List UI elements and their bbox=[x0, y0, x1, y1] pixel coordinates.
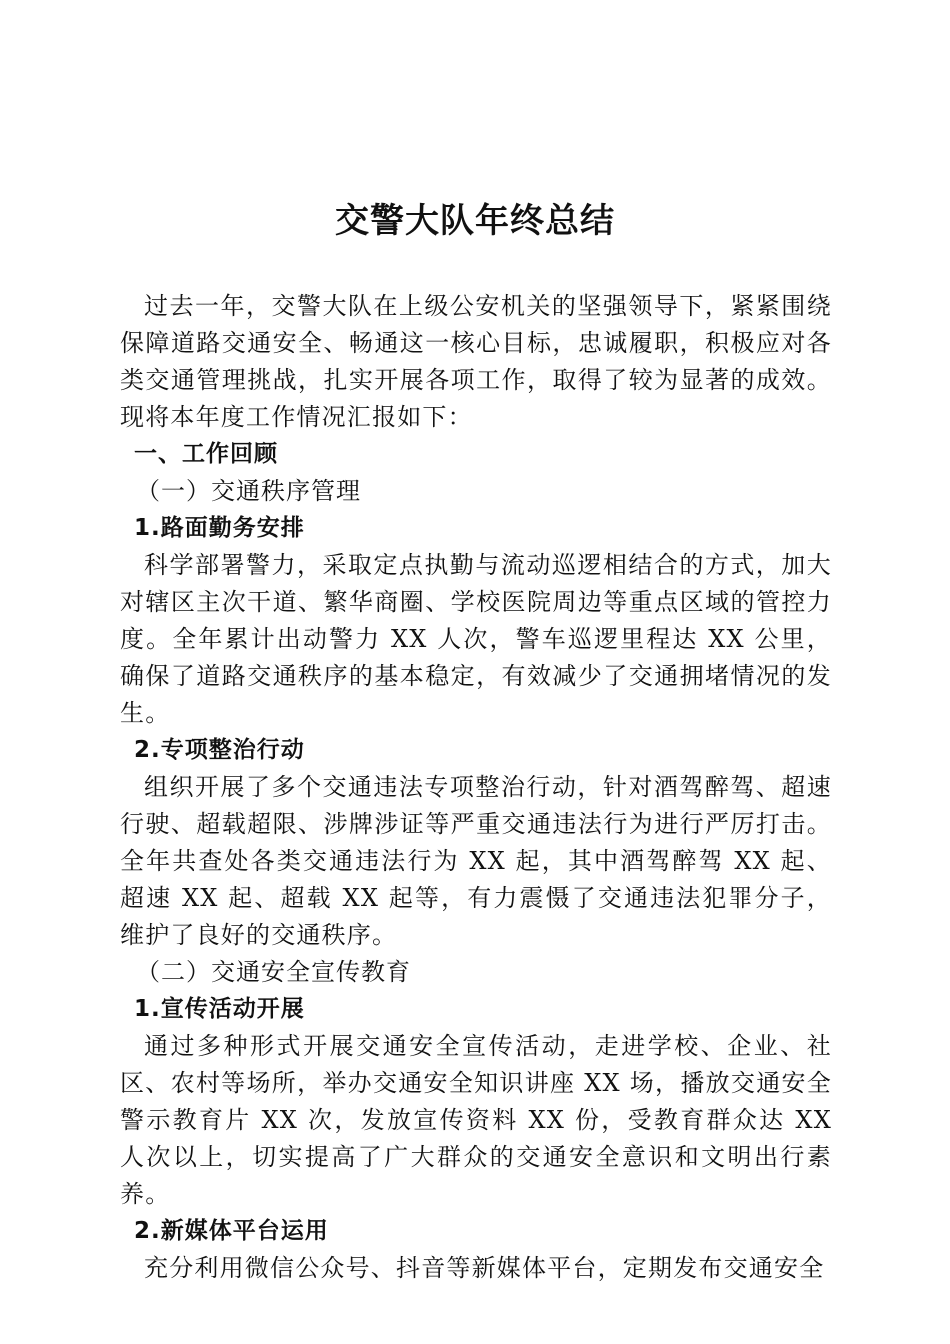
subsection-heading-traffic-order: （一）交通秩序管理 bbox=[136, 477, 361, 505]
section-heading-work-review: 一、工作回顾 bbox=[134, 441, 278, 467]
paragraph-publicity-activities: 通过多种形式开展交通安全宣传活动，走进学校、企业、社区、农村等场所，举办交通安全知识讲座 XX 场，播放交通安全警示教育片 XX 次，发放宣传资料 XX 份，受教育群众达 XX 人次以上，切实提高了广大群众的交通安全意识和文明出行素养。 bbox=[120, 1032, 832, 1208]
item-heading-publicity-activities: 1.宣传活动开展 bbox=[134, 996, 305, 1022]
item-heading-special-rectification: 2.专项整治行动 bbox=[134, 737, 305, 763]
item-heading-patrol-arrangement: 1.路面勤务安排 bbox=[134, 515, 305, 541]
paragraph-patrol-arrangement: 科学部署警力，采取定点执勤与流动巡逻相结合的方式，加大对辖区主次干道、繁华商圈、学校医院周边等重点区域的管控力度。全年累计出动警力 XX 人次，警车巡逻里程达 XX 公里，确保了道路交通秩序的基本稳定，有效减少了交通拥堵情况的发生。 bbox=[120, 551, 832, 727]
paragraph-special-rectification: 组织开展了多个交通违法专项整治行动，针对酒驾醉驾、超速行驶、超载超限、涉牌涉证等严重交通违法行为进行严厉打击。全年共查处各类交通违法行为 XX 起，其中酒驾醉驾 XX 起、超速 XX 起、超载 XX 起等，有力震慑了交通违法犯罪分子，维护了良好的交通秩序。 bbox=[120, 773, 832, 949]
subsection-heading-safety-education: （二）交通安全宣传教育 bbox=[136, 958, 411, 986]
paragraph-new-media: 充分利用微信公众号、抖音等新媒体平台，定期发布交通安全 bbox=[144, 1254, 825, 1282]
document-title: 交警大队年终总结 bbox=[335, 201, 615, 241]
item-heading-new-media: 2.新媒体平台运用 bbox=[134, 1218, 329, 1244]
document-body bbox=[120, 288, 832, 1287]
intro-paragraph: 过去一年，交警大队在上级公安机关的坚强领导下，紧紧围绕保障道路交通安全、畅通这一核心目标，忠诚履职，积极应对各类交通管理挑战，扎实开展各项工作，取得了较为显著的成效。现将本年度工作情况汇报如下： bbox=[120, 292, 832, 431]
